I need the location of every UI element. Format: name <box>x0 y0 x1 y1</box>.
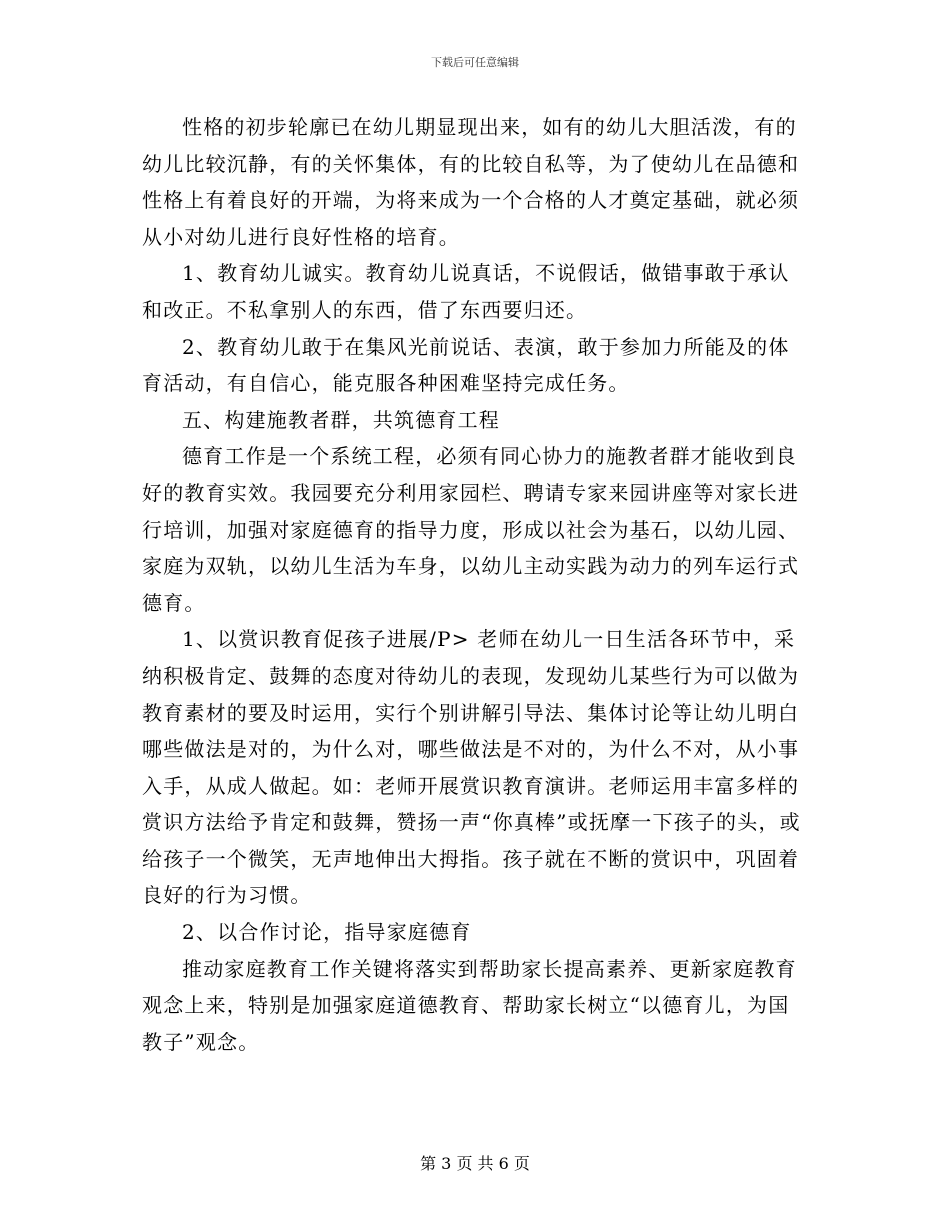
header-note: 下载后可任意编辑 <box>431 56 519 69</box>
page-number: 第 3 页 共 6 页 <box>420 1154 530 1173</box>
document-body <box>142 109 810 1060</box>
sub-heading: 2、以合作讨论，指导家庭德育 <box>182 920 472 945</box>
paragraph: 1、教育幼儿诚实。教育幼儿说真话，不说假话，做错事敢于承认和改正。不私拿别人的东西，借了东西要归还。 <box>142 261 790 322</box>
section-heading: 五、构建施教者群，共筑德育工程 <box>182 407 500 432</box>
page-footer <box>0 1154 950 1174</box>
paragraph: 性格的初步轮廓已在幼儿期显现出来，如有的幼儿大胆活泼，有的幼儿比较沉静，有的关怀集体，有的比较自私等，为了使幼儿在品德和性格上有着良好的开端，为将来成为一个合格的人才奠定基础，就必须从小对幼儿进行良好性格的培育。 <box>142 115 800 249</box>
page-header <box>0 56 950 70</box>
paragraph: 推动家庭教育工作关键将落实到帮助家长提高素养、更新家庭教育观念上来，特别是加强家庭道德教育、帮助家长树立“以德育儿，为国教子”观念。 <box>142 956 797 1054</box>
paragraph: 2、教育幼儿敢于在集风光前说话、表演，敢于参加力所能及的体育活动，有自信心，能克服各种困难坚持完成任务。 <box>142 334 790 396</box>
paragraph: 1、以赏识教育促孩子进展/P> 老师在幼儿一日生活各环节中，采纳积极肯定、鼓舞的态度对待幼儿的表现，发现幼儿某些行为可以做为教育素材的要及时运用，实行个别讲解引导法、集体讨论等让幼儿明白哪些做法是对的，为什么对，哪些做法是不对的，为什么不对，从小事入手，从成人做起。如：老师开展赏识教育演讲。老师运用丰富多样的赏识方法给予肯定和鼓舞，赞扬一声“你真棒”或抚摩一下孩子的头，或给孩子一个微笑，无声地伸出大拇指。孩子就在不断的赏识中，巩固着良好的行为习惯。 <box>142 627 801 908</box>
paragraph: 德育工作是一个系统工程，必须有同心协力的施教者群才能收到良好的教育实效。我园要充分利用家园栏、聘请专家来园讲座等对家长进行培训，加强对家庭德育的指导力度，形成以社会为基石，以幼儿园、家庭为双轨，以幼儿生活为车身，以幼儿主动实践为动力的列车运行式德育。 <box>142 444 800 615</box>
